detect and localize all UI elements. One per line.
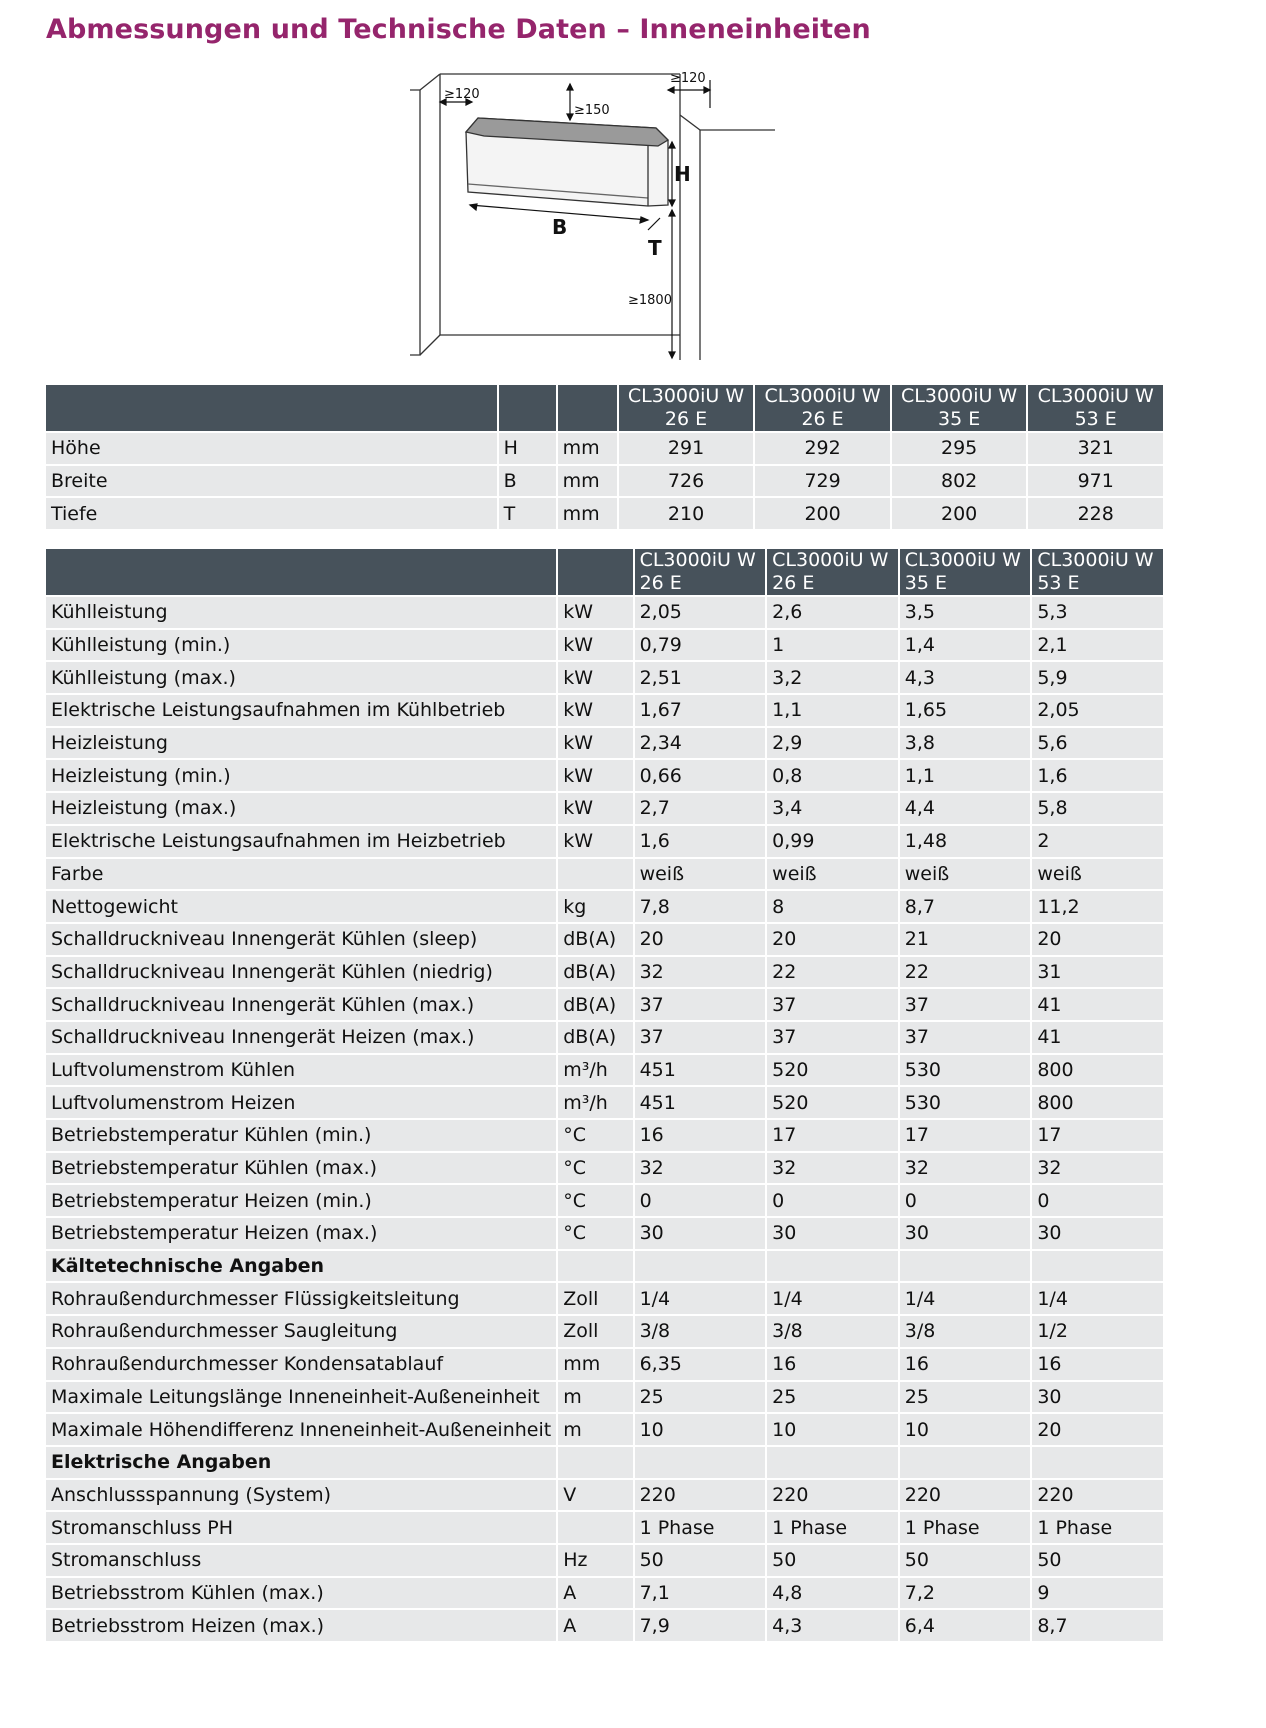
value-cell: 802 bbox=[892, 466, 1027, 497]
value-cell: 220 bbox=[900, 1480, 1031, 1511]
value-cell: 3,2 bbox=[767, 662, 898, 693]
row-label: Maximale Höhendifferenz Inneneinheit-Außeneinheit bbox=[46, 1414, 556, 1445]
value-cell: 3,8 bbox=[900, 728, 1031, 759]
table-row bbox=[46, 498, 1163, 529]
row-unit: m bbox=[558, 1414, 632, 1445]
row-unit: dB(A) bbox=[558, 989, 632, 1020]
table-row bbox=[46, 1349, 1163, 1380]
value-cell: 3,5 bbox=[900, 597, 1031, 628]
table-row bbox=[46, 433, 1163, 464]
value-cell: 5,6 bbox=[1032, 728, 1163, 759]
row-unit: A bbox=[558, 1578, 632, 1609]
empty-cell bbox=[767, 1447, 898, 1478]
right-clearance-label: ≥120 bbox=[670, 71, 706, 86]
table-row bbox=[46, 597, 1163, 628]
value-cell: 32 bbox=[635, 957, 766, 988]
value-cell: 971 bbox=[1028, 466, 1163, 497]
value-cell: 10 bbox=[900, 1414, 1031, 1445]
value-cell: 2,51 bbox=[635, 662, 766, 693]
value-cell: 1,48 bbox=[900, 826, 1031, 857]
value-cell: 10 bbox=[767, 1414, 898, 1445]
value-cell: 25 bbox=[635, 1382, 766, 1413]
row-unit: kW bbox=[558, 760, 632, 791]
value-cell: 530 bbox=[900, 1087, 1031, 1118]
value-cell: 30 bbox=[1032, 1382, 1163, 1413]
row-unit: mm bbox=[558, 498, 617, 529]
row-label: Schalldruckniveau Innengerät Kühlen (niedrig) bbox=[46, 957, 556, 988]
row-unit: m³/h bbox=[558, 1087, 632, 1118]
value-cell: 4,8 bbox=[767, 1578, 898, 1609]
table-header-row bbox=[46, 549, 1163, 595]
model-header-cell bbox=[1028, 385, 1163, 431]
row-unit: kW bbox=[558, 793, 632, 824]
row-unit: kW bbox=[558, 630, 632, 661]
row-label: Heizleistung (max.) bbox=[46, 793, 556, 824]
value-cell: 41 bbox=[1032, 1022, 1163, 1053]
value-cell: 1/2 bbox=[1032, 1316, 1163, 1347]
model-name: CL3000iU W bbox=[627, 385, 745, 407]
row-label: Schalldruckniveau Innengerät Kühlen (sleep) bbox=[46, 924, 556, 955]
value-cell: 37 bbox=[900, 1022, 1031, 1053]
value-cell: 0,8 bbox=[767, 760, 898, 791]
table-row bbox=[46, 1153, 1163, 1184]
value-cell: 1 bbox=[767, 630, 898, 661]
row-symbol: B bbox=[499, 466, 556, 497]
value-cell: 41 bbox=[1032, 989, 1163, 1020]
section-row bbox=[46, 1447, 1163, 1478]
value-cell: 4,3 bbox=[900, 662, 1031, 693]
value-cell: 451 bbox=[635, 1087, 766, 1118]
row-label: Höhe bbox=[46, 433, 497, 464]
value-cell: 50 bbox=[635, 1545, 766, 1576]
model-name: CL3000iU W bbox=[1037, 549, 1154, 571]
value-cell: 3/8 bbox=[900, 1316, 1031, 1347]
row-unit: °C bbox=[558, 1218, 632, 1249]
value-cell: 800 bbox=[1032, 1087, 1163, 1118]
value-cell: 30 bbox=[767, 1218, 898, 1249]
value-cell: 0 bbox=[1032, 1185, 1163, 1216]
value-cell: 5,9 bbox=[1032, 662, 1163, 693]
model-name: CL3000iU W bbox=[764, 385, 881, 407]
row-label: Betriebsstrom Kühlen (max.) bbox=[46, 1578, 556, 1609]
row-label: Heizleistung (min.) bbox=[46, 760, 556, 791]
row-label: Heizleistung bbox=[46, 728, 556, 759]
table-header-row bbox=[46, 385, 1163, 431]
value-cell: 20 bbox=[767, 924, 898, 955]
table-row bbox=[46, 1022, 1163, 1053]
value-cell: 2,6 bbox=[767, 597, 898, 628]
value-cell: 220 bbox=[767, 1480, 898, 1511]
model-size: 26 E bbox=[639, 572, 682, 594]
value-cell: 1,1 bbox=[767, 695, 898, 726]
value-cell: 22 bbox=[900, 957, 1031, 988]
row-label: Elektrische Leistungsaufnahmen im Heizbetrieb bbox=[46, 826, 556, 857]
value-cell: 0 bbox=[767, 1185, 898, 1216]
value-cell: 291 bbox=[619, 433, 754, 464]
row-symbol: T bbox=[499, 498, 556, 529]
value-cell: 220 bbox=[1032, 1480, 1163, 1511]
row-symbol: H bbox=[499, 433, 556, 464]
value-cell: 2,05 bbox=[1032, 695, 1163, 726]
value-cell: 2,7 bbox=[635, 793, 766, 824]
header-blank-cell bbox=[499, 385, 556, 431]
row-unit: m³/h bbox=[558, 1055, 632, 1086]
table-row bbox=[46, 728, 1163, 759]
row-unit: m bbox=[558, 1382, 632, 1413]
value-cell: 530 bbox=[900, 1055, 1031, 1086]
value-cell: 4,3 bbox=[767, 1610, 898, 1641]
value-cell: 21 bbox=[900, 924, 1031, 955]
empty-cell bbox=[635, 1447, 766, 1478]
value-cell: 7,8 bbox=[635, 891, 766, 922]
value-cell: 17 bbox=[900, 1120, 1031, 1151]
value-cell: 0,99 bbox=[767, 826, 898, 857]
value-cell: 20 bbox=[635, 924, 766, 955]
model-header-cell bbox=[635, 549, 766, 595]
value-cell: 1/4 bbox=[767, 1283, 898, 1314]
model-size: 35 E bbox=[938, 408, 981, 430]
row-unit: Zoll bbox=[558, 1316, 632, 1347]
model-name: CL3000iU W bbox=[901, 385, 1018, 407]
empty-cell bbox=[900, 1251, 1031, 1282]
model-name: CL3000iU W bbox=[639, 549, 756, 571]
value-cell: 30 bbox=[1032, 1218, 1163, 1249]
value-cell: 726 bbox=[619, 466, 754, 497]
value-cell: 16 bbox=[767, 1349, 898, 1380]
value-cell: 32 bbox=[1032, 1153, 1163, 1184]
value-cell: 1/4 bbox=[1032, 1283, 1163, 1314]
table-row bbox=[46, 859, 1163, 890]
value-cell: 520 bbox=[767, 1087, 898, 1118]
value-cell: 20 bbox=[1032, 924, 1163, 955]
table-row bbox=[46, 1087, 1163, 1118]
row-label: Nettogewicht bbox=[46, 891, 556, 922]
row-unit bbox=[558, 859, 632, 890]
model-size: 26 E bbox=[664, 408, 708, 430]
table-row bbox=[46, 924, 1163, 955]
empty-cell bbox=[900, 1447, 1031, 1478]
table-row bbox=[46, 1414, 1163, 1445]
table-row bbox=[46, 1512, 1163, 1543]
row-label: Kühlleistung (min.) bbox=[46, 630, 556, 661]
value-cell: 20 bbox=[1032, 1414, 1163, 1445]
table-row bbox=[46, 793, 1163, 824]
value-cell: 25 bbox=[767, 1382, 898, 1413]
specifications-table bbox=[44, 547, 1165, 1643]
value-cell: 520 bbox=[767, 1055, 898, 1086]
table-row bbox=[46, 891, 1163, 922]
model-name: CL3000iU W bbox=[1037, 385, 1154, 407]
value-cell: 32 bbox=[635, 1153, 766, 1184]
value-cell: 1 Phase bbox=[900, 1512, 1031, 1543]
row-label: Elektrische Leistungsaufnahmen im Kühlbetrieb bbox=[46, 695, 556, 726]
model-size: 26 E bbox=[801, 408, 844, 430]
value-cell: 1 Phase bbox=[767, 1512, 898, 1543]
value-cell: 5,8 bbox=[1032, 793, 1163, 824]
value-cell: 2 bbox=[1032, 826, 1163, 857]
empty-cell bbox=[767, 1251, 898, 1282]
value-cell: 37 bbox=[767, 989, 898, 1020]
empty-cell bbox=[558, 1251, 632, 1282]
table-row bbox=[46, 1218, 1163, 1249]
model-header-cell bbox=[767, 549, 898, 595]
model-name: CL3000iU W bbox=[772, 549, 889, 571]
table-row bbox=[46, 1545, 1163, 1576]
value-cell: 0,66 bbox=[635, 760, 766, 791]
value-cell: 10 bbox=[635, 1414, 766, 1445]
value-cell: 8,7 bbox=[900, 891, 1031, 922]
model-size: 53 E bbox=[1074, 408, 1117, 430]
model-size: 53 E bbox=[1037, 572, 1080, 594]
value-cell: 1 Phase bbox=[635, 1512, 766, 1543]
value-cell: 2,05 bbox=[635, 597, 766, 628]
value-cell: 2,34 bbox=[635, 728, 766, 759]
value-cell: 210 bbox=[619, 498, 754, 529]
row-label: Kühlleistung bbox=[46, 597, 556, 628]
empty-cell bbox=[1032, 1447, 1163, 1478]
page-title: Abmessungen und Technische Daten – Inneneinheiten bbox=[46, 14, 871, 45]
header-blank-cell bbox=[558, 549, 632, 595]
header-blank-cell bbox=[558, 385, 617, 431]
row-label: Betriebstemperatur Kühlen (min.) bbox=[46, 1120, 556, 1151]
table-row bbox=[46, 630, 1163, 661]
value-cell: 228 bbox=[1028, 498, 1163, 529]
value-cell: weiß bbox=[635, 859, 766, 890]
left-clearance-label: ≥120 bbox=[444, 87, 480, 102]
row-unit: mm bbox=[558, 1349, 632, 1380]
table-row bbox=[46, 1283, 1163, 1314]
row-label: Betriebstemperatur Kühlen (max.) bbox=[46, 1153, 556, 1184]
row-label: Stromanschluss PH bbox=[46, 1512, 556, 1543]
row-label: Maximale Leitungslänge Inneneinheit-Außeneinheit bbox=[46, 1382, 556, 1413]
value-cell: 16 bbox=[635, 1120, 766, 1151]
row-label: Schalldruckniveau Innengerät Kühlen (max.) bbox=[46, 989, 556, 1020]
table-row bbox=[46, 662, 1163, 693]
table-row bbox=[46, 1578, 1163, 1609]
value-cell: 3/8 bbox=[767, 1316, 898, 1347]
row-label: Rohraußendurchmesser Saugleitung bbox=[46, 1316, 556, 1347]
table-row bbox=[46, 1382, 1163, 1413]
value-cell: 292 bbox=[755, 433, 890, 464]
value-cell: 11,2 bbox=[1032, 891, 1163, 922]
row-unit: °C bbox=[558, 1120, 632, 1151]
header-blank-cell bbox=[46, 385, 497, 431]
header-blank-cell bbox=[46, 549, 556, 595]
value-cell: 2,1 bbox=[1032, 630, 1163, 661]
value-cell: 50 bbox=[767, 1545, 898, 1576]
value-cell: 30 bbox=[635, 1218, 766, 1249]
empty-cell bbox=[558, 1447, 632, 1478]
row-label: Anschlussspannung (System) bbox=[46, 1480, 556, 1511]
row-label: Tiefe bbox=[46, 498, 497, 529]
value-cell: 32 bbox=[900, 1153, 1031, 1184]
value-cell: 220 bbox=[635, 1480, 766, 1511]
row-label: Rohraußendurchmesser Kondensatablauf bbox=[46, 1349, 556, 1380]
row-label: Stromanschluss bbox=[46, 1545, 556, 1576]
row-unit: kW bbox=[558, 597, 632, 628]
row-unit bbox=[558, 1512, 632, 1543]
indoor-unit-icon bbox=[466, 118, 668, 206]
value-cell: 1,1 bbox=[900, 760, 1031, 791]
table-row bbox=[46, 1480, 1163, 1511]
model-header-cell bbox=[1032, 549, 1163, 595]
value-cell: 8,7 bbox=[1032, 1610, 1163, 1641]
value-cell: 25 bbox=[900, 1382, 1031, 1413]
value-cell: 9 bbox=[1032, 1578, 1163, 1609]
row-unit: kW bbox=[558, 695, 632, 726]
model-header-cell bbox=[619, 385, 754, 431]
row-label: Breite bbox=[46, 466, 497, 497]
section-row bbox=[46, 1251, 1163, 1282]
table-row bbox=[46, 1120, 1163, 1151]
table-row bbox=[46, 1610, 1163, 1641]
value-cell: 1 Phase bbox=[1032, 1512, 1163, 1543]
value-cell: 17 bbox=[1032, 1120, 1163, 1151]
row-unit: kg bbox=[558, 891, 632, 922]
value-cell: 16 bbox=[1032, 1349, 1163, 1380]
value-cell: 7,1 bbox=[635, 1578, 766, 1609]
value-cell: weiß bbox=[1032, 859, 1163, 890]
row-unit: dB(A) bbox=[558, 957, 632, 988]
row-unit: °C bbox=[558, 1153, 632, 1184]
section-heading: Kältetechnische Angaben bbox=[46, 1251, 556, 1282]
row-unit: Hz bbox=[558, 1545, 632, 1576]
floor-clearance-label: ≥1800 bbox=[628, 293, 672, 308]
empty-cell bbox=[635, 1251, 766, 1282]
value-cell: 50 bbox=[1032, 1545, 1163, 1576]
value-cell: 31 bbox=[1032, 957, 1163, 988]
row-label: Rohraußendurchmesser Flüssigkeitsleitung bbox=[46, 1283, 556, 1314]
value-cell: 5,3 bbox=[1032, 597, 1163, 628]
table-row bbox=[46, 957, 1163, 988]
row-unit: °C bbox=[558, 1185, 632, 1216]
value-cell: 451 bbox=[635, 1055, 766, 1086]
row-unit: A bbox=[558, 1610, 632, 1641]
value-cell: 37 bbox=[635, 1022, 766, 1053]
row-unit: dB(A) bbox=[558, 1022, 632, 1053]
value-cell: 30 bbox=[900, 1218, 1031, 1249]
value-cell: 22 bbox=[767, 957, 898, 988]
top-clearance-label: ≥150 bbox=[574, 103, 610, 118]
model-size: 26 E bbox=[772, 572, 815, 594]
row-unit: Zoll bbox=[558, 1283, 632, 1314]
table-row bbox=[46, 760, 1163, 791]
row-label: Luftvolumenstrom Kühlen bbox=[46, 1055, 556, 1086]
row-unit: kW bbox=[558, 826, 632, 857]
value-cell: 0 bbox=[900, 1185, 1031, 1216]
value-cell: weiß bbox=[767, 859, 898, 890]
table-row bbox=[46, 1055, 1163, 1086]
value-cell: 1,6 bbox=[635, 826, 766, 857]
value-cell: 32 bbox=[767, 1153, 898, 1184]
value-cell: 3,4 bbox=[767, 793, 898, 824]
row-label: Schalldruckniveau Innengerät Heizen (max.) bbox=[46, 1022, 556, 1053]
value-cell: 3/8 bbox=[635, 1316, 766, 1347]
value-cell: 321 bbox=[1028, 433, 1163, 464]
model-header-cell bbox=[900, 549, 1031, 595]
row-unit: mm bbox=[558, 466, 617, 497]
row-unit: dB(A) bbox=[558, 924, 632, 955]
model-header-cell bbox=[892, 385, 1027, 431]
table-row bbox=[46, 1316, 1163, 1347]
section-heading: Elektrische Angaben bbox=[46, 1447, 556, 1478]
value-cell: 200 bbox=[755, 498, 890, 529]
row-label: Betriebstemperatur Heizen (max.) bbox=[46, 1218, 556, 1249]
row-unit: V bbox=[558, 1480, 632, 1511]
width-label: B bbox=[552, 215, 568, 239]
value-cell: 800 bbox=[1032, 1055, 1163, 1086]
value-cell: 1/4 bbox=[635, 1283, 766, 1314]
empty-cell bbox=[1032, 1251, 1163, 1282]
value-cell: 1,6 bbox=[1032, 760, 1163, 791]
value-cell: 8 bbox=[767, 891, 898, 922]
value-cell: 37 bbox=[767, 1022, 898, 1053]
row-label: Betriebsstrom Heizen (max.) bbox=[46, 1610, 556, 1641]
value-cell: 37 bbox=[635, 989, 766, 1020]
table-row bbox=[46, 826, 1163, 857]
table-row bbox=[46, 989, 1163, 1020]
value-cell: 729 bbox=[755, 466, 890, 497]
value-cell: 1,67 bbox=[635, 695, 766, 726]
model-header-cell bbox=[755, 385, 890, 431]
row-unit: kW bbox=[558, 662, 632, 693]
value-cell: 2,9 bbox=[767, 728, 898, 759]
value-cell: 295 bbox=[892, 433, 1027, 464]
dimensions-table bbox=[44, 383, 1165, 531]
row-label: Luftvolumenstrom Heizen bbox=[46, 1087, 556, 1118]
value-cell: 6,35 bbox=[635, 1349, 766, 1380]
depth-label: T bbox=[648, 236, 662, 260]
value-cell: 1/4 bbox=[900, 1283, 1031, 1314]
installation-diagram bbox=[410, 70, 830, 410]
value-cell: 0,79 bbox=[635, 630, 766, 661]
value-cell: 4,4 bbox=[900, 793, 1031, 824]
value-cell: 7,9 bbox=[635, 1610, 766, 1641]
value-cell: 37 bbox=[900, 989, 1031, 1020]
value-cell: 7,2 bbox=[900, 1578, 1031, 1609]
model-size: 35 E bbox=[904, 572, 947, 594]
model-name: CL3000iU W bbox=[904, 549, 1021, 571]
table-row bbox=[46, 466, 1163, 497]
row-label: Kühlleistung (max.) bbox=[46, 662, 556, 693]
value-cell: 6,4 bbox=[900, 1610, 1031, 1641]
value-cell: 0 bbox=[635, 1185, 766, 1216]
height-label: H bbox=[674, 162, 691, 186]
row-unit: kW bbox=[558, 728, 632, 759]
value-cell: 200 bbox=[892, 498, 1027, 529]
value-cell: 16 bbox=[900, 1349, 1031, 1380]
row-label: Betriebstemperatur Heizen (min.) bbox=[46, 1185, 556, 1216]
row-unit: mm bbox=[558, 433, 617, 464]
value-cell: 1,65 bbox=[900, 695, 1031, 726]
row-label: Farbe bbox=[46, 859, 556, 890]
value-cell: 50 bbox=[900, 1545, 1031, 1576]
value-cell: weiß bbox=[900, 859, 1031, 890]
value-cell: 1,4 bbox=[900, 630, 1031, 661]
table-row bbox=[46, 695, 1163, 726]
value-cell: 17 bbox=[767, 1120, 898, 1151]
table-row bbox=[46, 1185, 1163, 1216]
